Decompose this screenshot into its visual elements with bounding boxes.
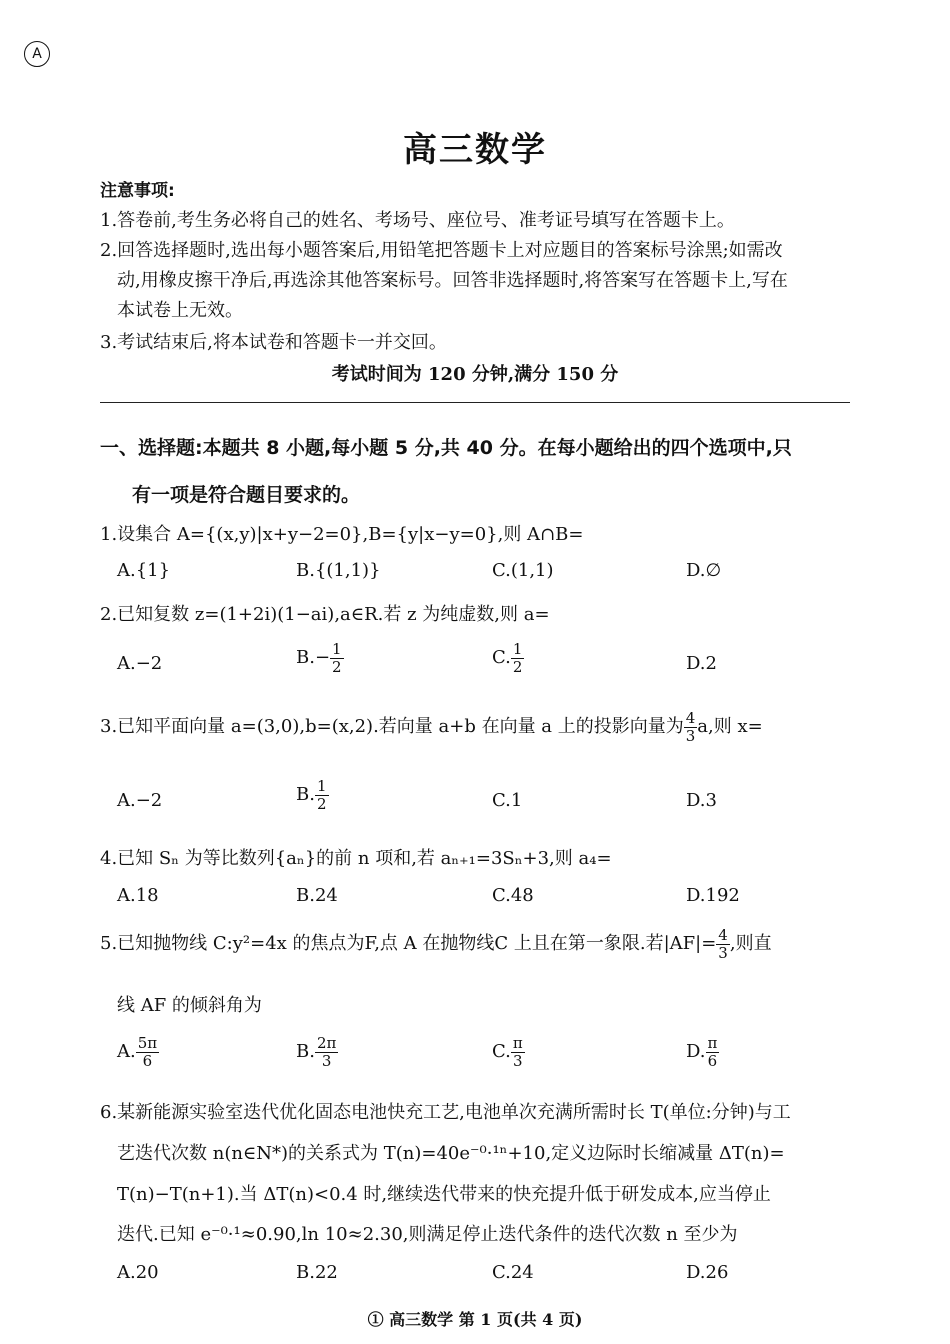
q5-option-b: B. $\frac{2\pi}{3}$ — [296, 1034, 337, 1070]
q1-stem: 1.设集合 A={(x,y)|x+y−2=0},B={y|x−y=0},则 A∩B= — [100, 524, 584, 545]
q5-option-a: A. $\frac{5\pi}{6}$ — [117, 1034, 158, 1070]
q2-stem: 2.已知复数 z=(1+2i)(1−ai),a∈R.若 z 为纯虚数,则 a= — [100, 604, 550, 625]
notice-item-3: 3.考试结束后,将本试卷和答题卡一并交回。 — [100, 332, 447, 353]
q6-option-d: D.26 — [686, 1262, 729, 1283]
q1-option-c: C.(1,1) — [492, 560, 554, 581]
q6-stem-line-2: 艺迭代次数 n(n∈N*)的关系式为 T(n)=40e⁻⁰·¹ⁿ+10,定义边际时长缩减量 ΔT(n)= — [117, 1143, 785, 1164]
q6-stem-line-3: T(n)−T(n+1).当 ΔT(n)<0.4 时,继续迭代带来的快充提升低于研发成本,应当停止 — [117, 1184, 771, 1205]
q6-option-c: C.24 — [492, 1262, 534, 1283]
notice-heading: 注意事项: — [100, 181, 175, 201]
q6-option-a: A.20 — [117, 1262, 159, 1283]
q5-stem-line-2: 线 AF 的倾斜角为 — [117, 995, 262, 1016]
q4-option-c: C.48 — [492, 885, 534, 906]
q5-stem-line-1: 5.已知抛物线 C:y²=4x 的焦点为F,点 A 在抛物线C 上且在第一象限.若|AF|= $\frac{4}{3}$ ,则直 — [100, 926, 772, 962]
q3-option-b: B. $\frac{1}{2}$ — [296, 777, 327, 813]
page-footer: ① 高三数学 第 1 页(共 4 页) — [367, 1310, 583, 1329]
q1-option-b: B.{(1,1)} — [296, 560, 381, 581]
q1-option-a: A.{1} — [117, 560, 171, 581]
q2-option-a: A.−2 — [117, 653, 163, 674]
section-1-heading-line-2: 有一项是符合题目要求的。 — [132, 484, 361, 506]
q2-option-c: C. $\frac{1}{2}$ — [492, 640, 523, 676]
q3-option-a: A.−2 — [117, 790, 163, 811]
q5-option-c: C. $\frac{\pi}{3}$ — [492, 1034, 523, 1070]
q5-option-d: D. $\frac{\pi}{6}$ — [686, 1034, 718, 1070]
notice-item-2-line-1: 2.回答选择题时,选出每小题答案后,用铅笔把答题卡上对应题目的答案标号涂黑;如需改 — [100, 240, 783, 261]
exam-time-info: 考试时间为 120 分钟,满分 150 分 — [331, 364, 619, 385]
q4-stem: 4.已知 Sₙ 为等比数列{aₙ}的前 n 项和,若 aₙ₊₁=3Sₙ+3,则 a₄= — [100, 848, 612, 869]
notice-item-2-line-3: 本试卷上无效。 — [117, 300, 243, 321]
notice-item-2-line-2: 动,用橡皮擦干净后,再选涂其他答案标号。回答非选择题时,将答案写在答题卡上,写在 — [117, 270, 788, 291]
q1-option-d: D.∅ — [686, 560, 722, 581]
q3-option-d: D.3 — [686, 790, 717, 811]
q2-option-d: D.2 — [686, 653, 717, 674]
q6-stem-line-1: 6.某新能源实验室迭代优化固态电池快充工艺,电池单次充满所需时长 T(单位:分钟)与工 — [100, 1102, 791, 1123]
section-1-heading-line-1: 一、选择题:本题共 8 小题,每小题 5 分,共 40 分。在每小题给出的四个选项中,只 — [100, 437, 792, 459]
q4-option-a: A.18 — [117, 885, 159, 906]
q4-option-d: D.192 — [686, 885, 740, 906]
q2-option-b: B.− $\frac{1}{2}$ — [296, 640, 342, 676]
circle-a-mark: A — [24, 41, 50, 67]
divider-line — [100, 402, 850, 403]
page-title: 高三数学 — [403, 130, 547, 170]
q3-option-c: C.1 — [492, 790, 523, 811]
q4-option-b: B.24 — [296, 885, 338, 906]
q6-stem-line-4: 迭代.已知 e⁻⁰·¹≈0.90,ln 10≈2.30,则满足停止迭代条件的迭代次数 n 至少为 — [117, 1224, 738, 1245]
q3-stem: 3.已知平面向量 a=(3,0),b=(x,2).若向量 a+b 在向量 a 上的投影向量为 $\frac{4}{3}$ a,则 x= — [100, 709, 763, 745]
q6-option-b: B.22 — [296, 1262, 338, 1283]
notice-item-1: 1.答卷前,考生务必将自己的姓名、考场号、座位号、准考证号填写在答题卡上。 — [100, 210, 735, 231]
